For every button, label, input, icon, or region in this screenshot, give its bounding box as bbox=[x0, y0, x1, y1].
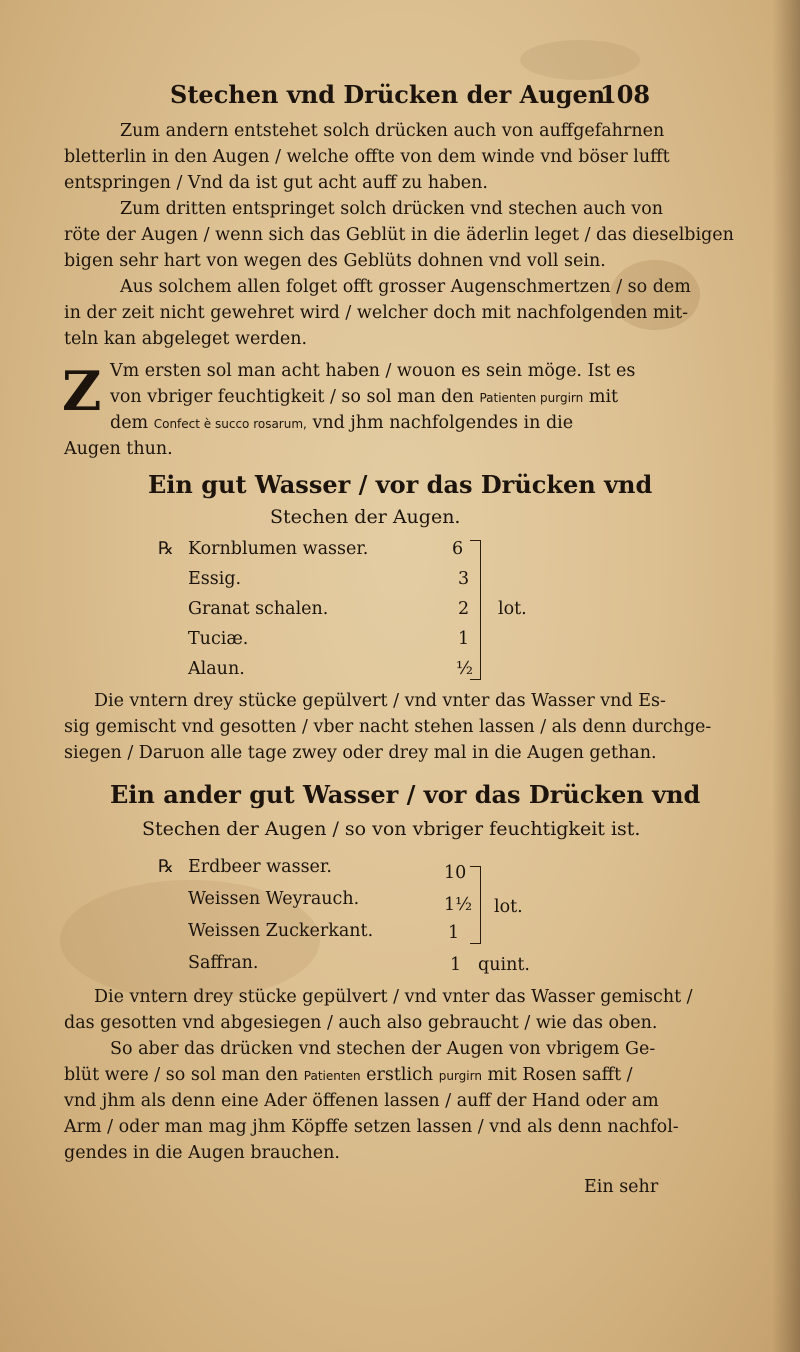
text-line: Die vntern drey stücke gepülvert / vnd vnter das Wasser vnd Es- bbox=[94, 691, 666, 711]
latin-term: Patienten purgirn bbox=[479, 391, 584, 405]
ingredient-qty: 1 bbox=[450, 955, 462, 975]
recipe-subheading: Stechen der Augen. bbox=[270, 506, 461, 528]
text-line: Arm / oder man mag jhm Köpffe setzen lassen / vnd als denn nachfol- bbox=[64, 1117, 679, 1137]
text-line: in der zeit nicht gewehret wird / welcher doch mit nachfolgenden mit- bbox=[64, 303, 689, 323]
brace-bracket bbox=[470, 866, 481, 944]
text-line: röte der Augen / wenn sich das Geblüt in die äderlin leget / das dieselbigen bbox=[64, 225, 734, 245]
ingredient-name: Granat schalen. bbox=[188, 599, 329, 619]
ingredient-qty: 2 bbox=[458, 599, 470, 619]
text-line: gendes in die Augen brauchen. bbox=[64, 1143, 340, 1163]
unit-label: lot. bbox=[494, 897, 523, 917]
paper-stain bbox=[520, 40, 640, 80]
ingredient-name: Weissen Zuckerkant. bbox=[188, 921, 374, 941]
running-head: Stechen vnd Drücken der Augen. bbox=[170, 80, 614, 109]
latin-term: purgirn bbox=[438, 1069, 482, 1083]
ingredient-qty: 1½ bbox=[444, 895, 473, 915]
text-line: So aber das drücken vnd stechen der Augen von vbrigem Ge- bbox=[110, 1039, 656, 1059]
ingredient-name: Alaun. bbox=[188, 659, 245, 679]
ingredient-qty: 10 bbox=[444, 863, 467, 883]
latin-term: Patienten bbox=[303, 1069, 361, 1083]
ingredient-name: Erdbeer wasser. bbox=[188, 857, 332, 877]
text-line: dem Confect è succo rosarum, vnd jhm nachfolgendes in die bbox=[110, 413, 574, 433]
text-line: Zum dritten entspringet solch drücken vnd stechen auch von bbox=[120, 199, 664, 219]
ingredient-name: Saffran. bbox=[188, 953, 259, 973]
recipe-heading: Ein gut Wasser / vor das Drücken vnd bbox=[148, 470, 653, 499]
text-line: von vbriger feuchtigkeit / so sol man den Patienten purgirn mit bbox=[110, 387, 619, 407]
unit-label: lot. bbox=[498, 599, 527, 619]
text-line: bigen sehr hart von wegen des Geblüts dohnen vnd voll sein. bbox=[64, 251, 606, 271]
text-line: blüt were / so sol man den Patienten erstlich purgirn mit Rosen safft / bbox=[64, 1065, 633, 1085]
text-line: Zum andern entstehet solch drücken auch von auffgefahrnen bbox=[120, 121, 665, 141]
ingredient-name: Tuciæ. bbox=[188, 629, 249, 649]
text-line: bletterlin in den Augen / welche offte von dem winde vnd böser lufft bbox=[64, 147, 670, 167]
ingredient-qty: 3 bbox=[458, 569, 470, 589]
text-line: Augen thun. bbox=[64, 439, 173, 459]
text-line: siegen / Daruon alle tage zwey oder drey mal in die Augen gethan. bbox=[64, 743, 657, 763]
text-line: vnd jhm als denn eine Ader öffenen lassen / auff der Hand oder am bbox=[64, 1091, 659, 1111]
latin-term: Confect è succo rosarum, bbox=[153, 417, 307, 431]
ingredient-qty: 6 bbox=[452, 539, 464, 559]
page-gutter-shadow bbox=[772, 0, 800, 1352]
text-line: teln kan abgeleget werden. bbox=[64, 329, 308, 349]
rx-symbol: ℞ bbox=[158, 539, 174, 559]
ingredient-qty: ½ bbox=[456, 659, 473, 679]
decorated-initial: Z bbox=[62, 359, 102, 423]
text-line: sig gemischt vnd gesotten / vber nacht stehen lassen / als denn durchge- bbox=[64, 717, 712, 737]
page-number: 108 bbox=[600, 80, 651, 109]
ingredient-qty: 1 bbox=[458, 629, 470, 649]
text-line: Die vntern drey stücke gepülvert / vnd vnter das Wasser gemischt / bbox=[94, 987, 693, 1007]
text-line: das gesotten vnd abgesiegen / auch also gebraucht / wie das oben. bbox=[64, 1013, 658, 1033]
ingredient-name: Essig. bbox=[188, 569, 242, 589]
catchword: Ein sehr bbox=[584, 1177, 659, 1197]
text-line: Vm ersten sol man acht haben / wouon es sein möge. Ist es bbox=[110, 361, 636, 381]
brace-bracket bbox=[470, 540, 481, 680]
ingredient-qty: 1 bbox=[448, 923, 460, 943]
text-line: entspringen / Vnd da ist gut acht auff zu haben. bbox=[64, 173, 488, 193]
recipe-heading: Ein ander gut Wasser / vor das Drücken vnd bbox=[110, 780, 701, 809]
unit-label: quint. bbox=[478, 955, 530, 975]
ingredient-name: Kornblumen wasser. bbox=[188, 539, 369, 559]
ingredient-name: Weissen Weyrauch. bbox=[188, 889, 360, 909]
text-line: Aus solchem allen folget offt grosser Augenschmertzen / so dem bbox=[120, 277, 691, 297]
recipe-subheading: Stechen der Augen / so von vbriger feuchtigkeit ist. bbox=[142, 818, 641, 840]
rx-symbol: ℞ bbox=[158, 857, 174, 877]
